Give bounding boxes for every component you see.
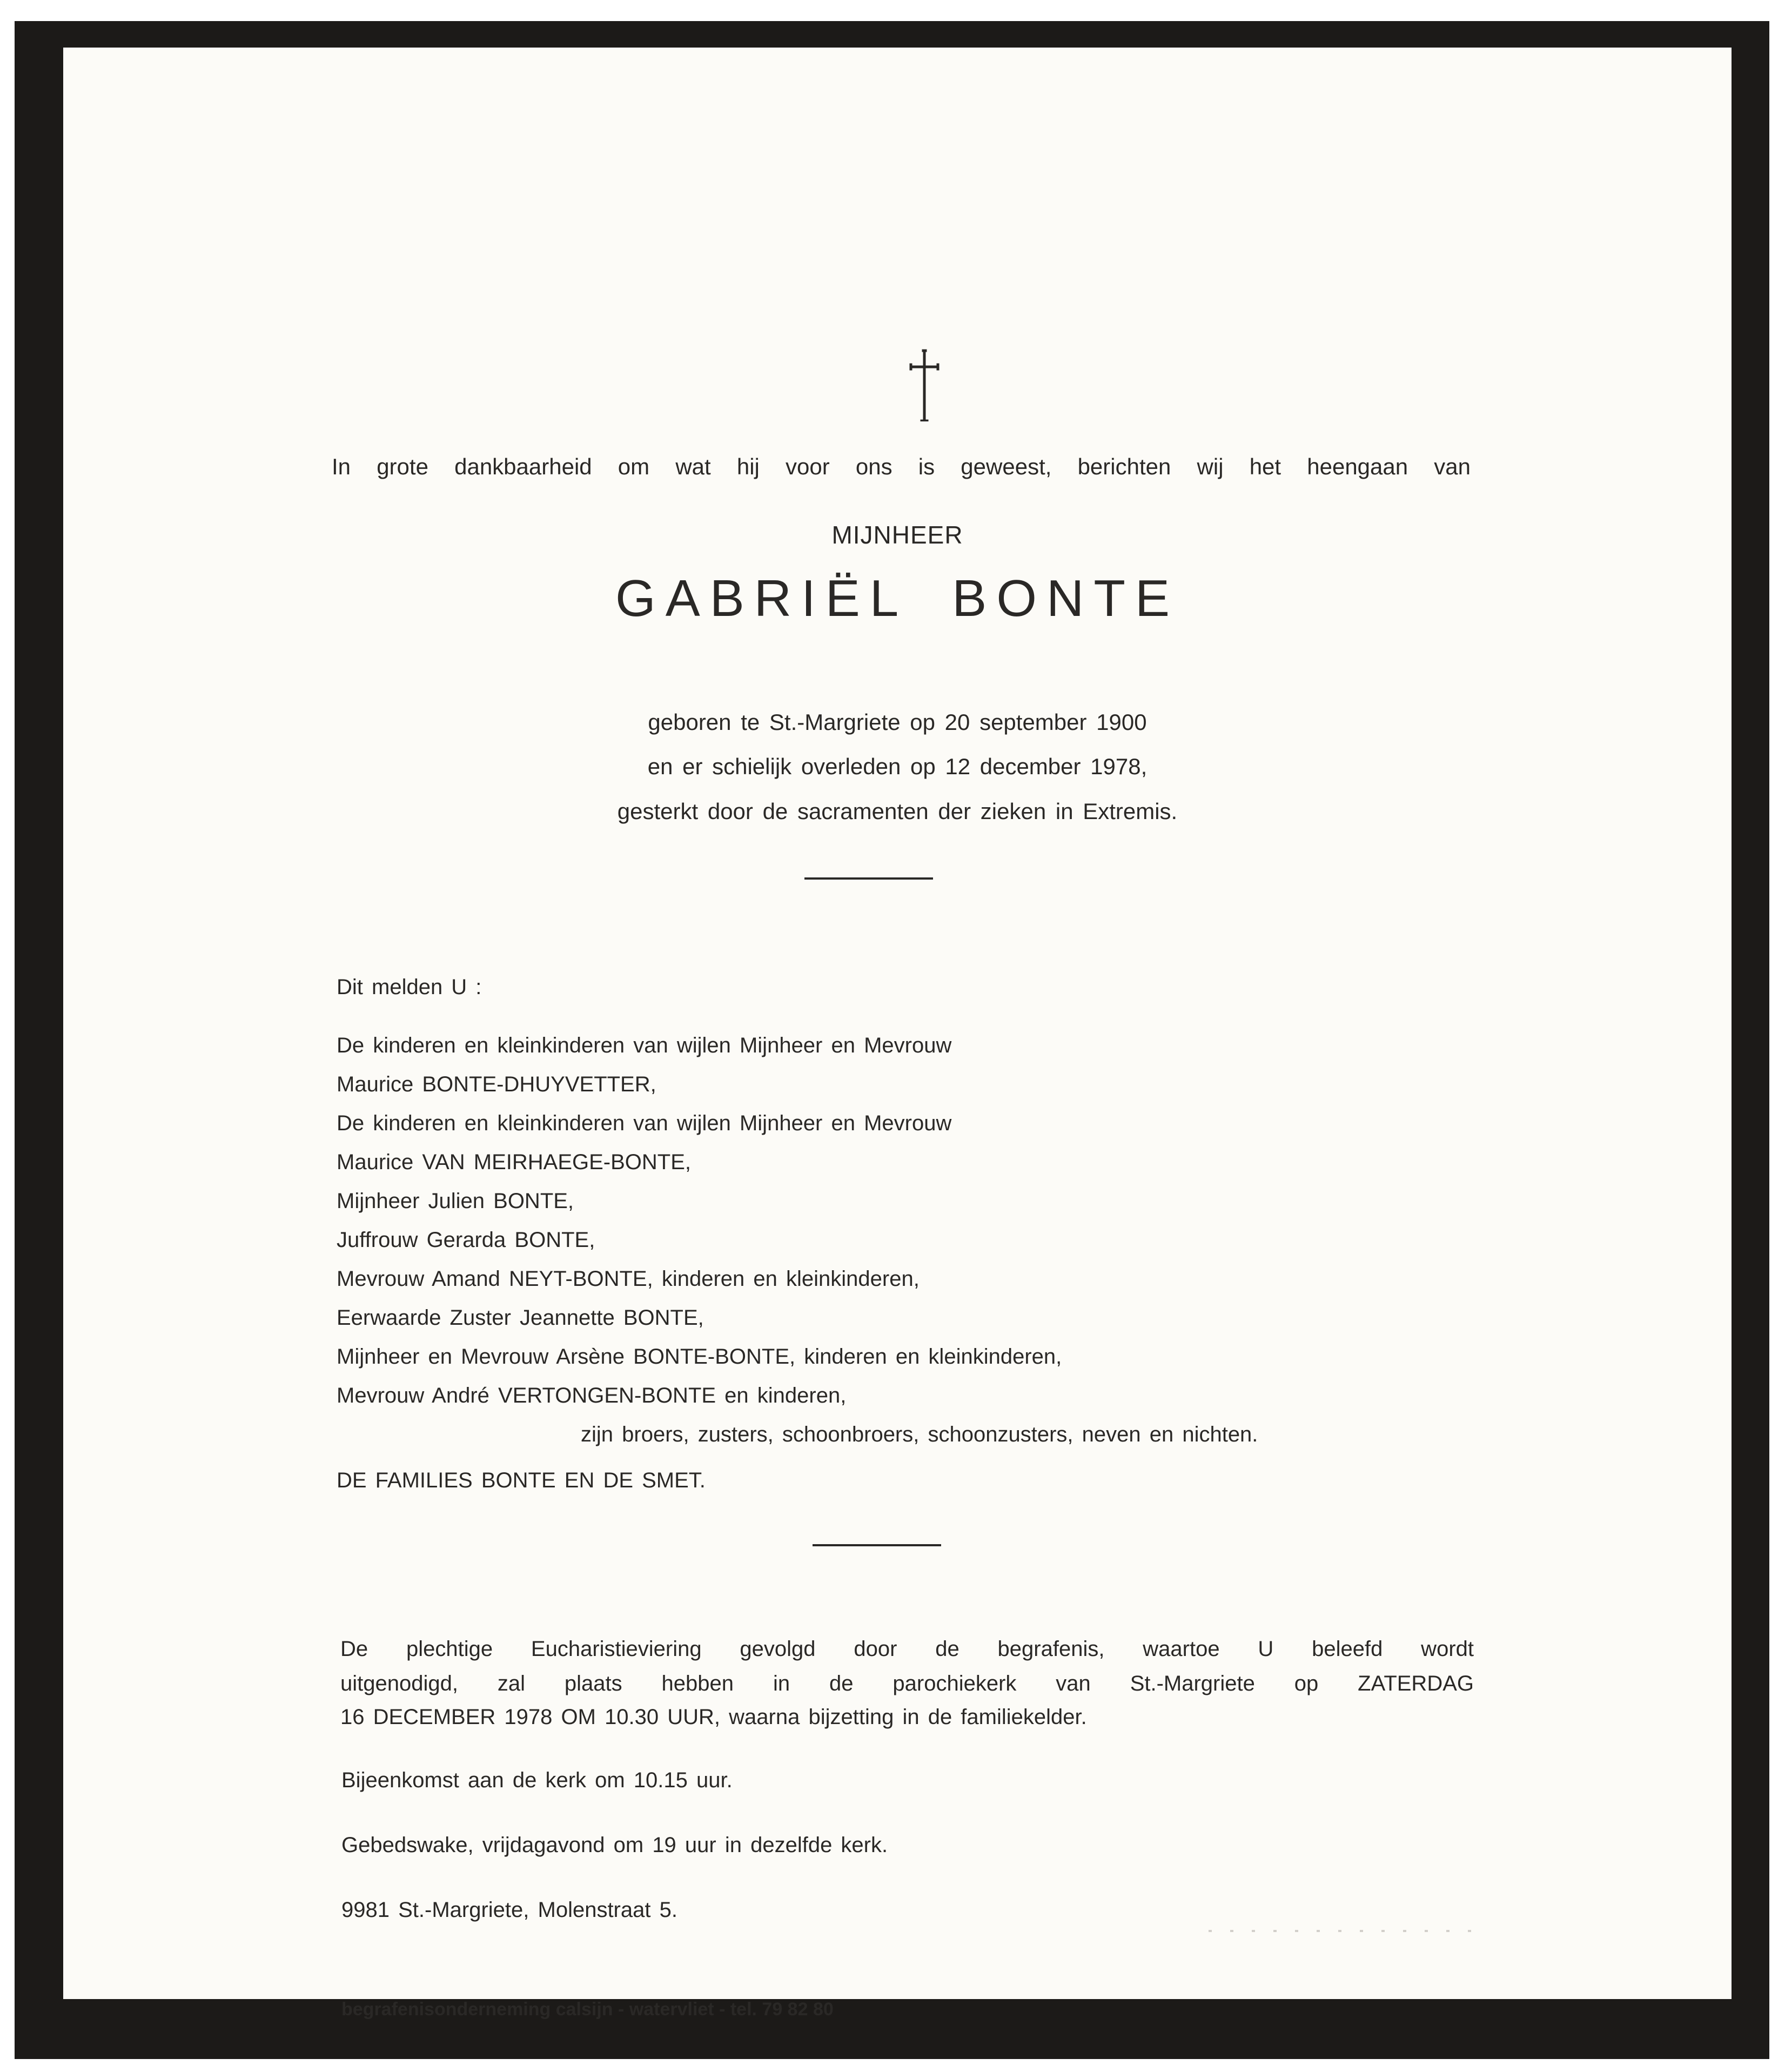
mass-line: uitgenodigd, zal plaats hebben in de parochiekerk van St.-Margriete op ZATERDAG — [340, 1672, 1474, 1695]
death-notice-card — [63, 48, 1732, 2020]
family-line: De kinderen en kleinkinderen van wijlen Mijnheer en Mevrouw — [337, 1111, 952, 1135]
death-line: en er schielijk overleden op 12 december 1978, — [647, 754, 1148, 779]
family-line: Maurice VAN MEIRHAEGE-BONTE, — [337, 1150, 692, 1174]
undertaker-credit: begrafenisonderneming calsijn - watervliet - tel. 79 82 80 — [341, 1999, 834, 2020]
family-line: Juffrouw Gerarda BONTE, — [337, 1228, 595, 1252]
deceased-name: GABRIËL BONTE — [615, 569, 1179, 627]
intro-sentence: In grote dankbaarheid om wat hij voor ons is geweest, berichten wij het heengaan van — [332, 454, 1471, 479]
family-line: Mevrouw Amand NEYT-BONTE, kinderen en kleinkinderen, — [337, 1267, 920, 1291]
meeting-info: Bijeenkomst aan de kerk om 10.15 uur. — [341, 1768, 733, 1792]
divider-line — [813, 1544, 941, 1546]
paper-speckles — [1209, 1930, 1489, 1932]
sacraments-line: gesterkt door de sacramenten der zieken in Extremis. — [617, 799, 1178, 824]
family-line: Mevrouw André VERTONGEN-BONTE en kinderen, — [337, 1384, 847, 1407]
latin-cross-icon — [908, 348, 941, 421]
family-line: Maurice BONTE-DHUYVETTER, — [337, 1072, 656, 1096]
relatives-line: zijn broers, zusters, schoonbroers, schoonzusters, neven en nichten. — [581, 1423, 1258, 1446]
family-line: Eerwaarde Zuster Jeannette BONTE, — [337, 1306, 704, 1330]
vigil-info: Gebedswake, vrijdagavond om 19 uur in dezelfde kerk. — [341, 1833, 888, 1857]
family-line: De kinderen en kleinkinderen van wijlen Mijnheer en Mevrouw — [337, 1034, 952, 1057]
divider-line — [804, 877, 933, 880]
address-line: 9981 St.-Margriete, Molenstraat 5. — [341, 1898, 677, 1922]
birth-line: geboren te St.-Margriete op 20 september 1900 — [648, 709, 1147, 735]
family-line: Mijnheer en Mevrouw Arsène BONTE-BONTE, kinderen en kleinkinderen, — [337, 1345, 1062, 1369]
mass-line: De plechtige Eucharistieviering gevolgd door de begrafenis, waartoe U beleefd wordt — [340, 1637, 1474, 1661]
family-line: Mijnheer Julien BONTE, — [337, 1189, 574, 1213]
honorific-title: MIJNHEER — [831, 521, 963, 549]
family-intro: Dit melden U : — [337, 975, 482, 999]
families-line: DE FAMILIES BONTE EN DE SMET. — [337, 1468, 706, 1492]
mass-line: 16 DECEMBER 1978 OM 10.30 UUR, waarna bijzetting in de familiekelder. — [340, 1705, 1087, 1729]
